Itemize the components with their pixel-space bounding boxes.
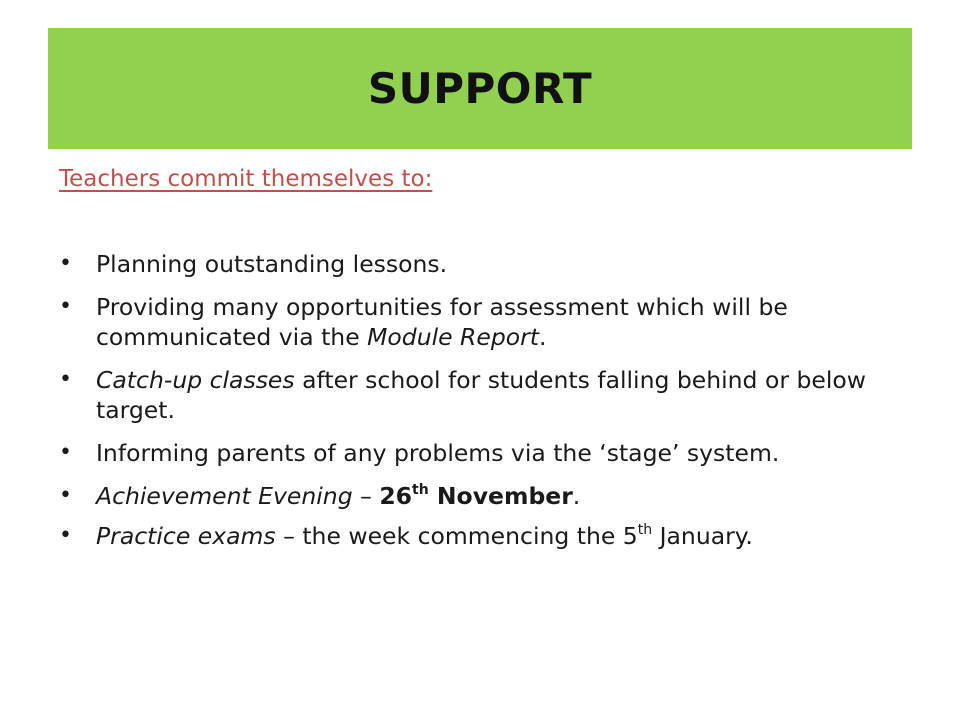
bullet-text-end: . [572, 482, 581, 510]
date-month: November [428, 482, 573, 510]
practice-exams-term: Practice exams [96, 522, 276, 550]
module-report-term: Module Report [367, 323, 540, 351]
bullet-icon: • [59, 251, 72, 276]
bullet-item-planning [59, 249, 909, 279]
catch-up-term: Catch-up classes [96, 366, 295, 394]
title-banner [48, 28, 912, 149]
achievement-evening-term: Achievement Evening [96, 482, 353, 510]
date-ordinal: th [637, 522, 653, 538]
bullet-text-end: January. [652, 522, 753, 550]
bullet-item-practice-exams [59, 521, 909, 551]
bullet-icon: • [59, 294, 72, 319]
bullet-text-end: . [539, 323, 547, 351]
bullet-icon: • [59, 523, 72, 548]
bullet-list [59, 249, 909, 564]
bullet-item-catch-up [59, 365, 909, 425]
bullet-text: Providing many opportunities for assessment which will be communicated via the [96, 293, 788, 351]
bullet-item-achievement-evening [59, 481, 909, 511]
bullet-text: Informing parents of any problems via the ‘stage’ system. [96, 439, 780, 467]
bullet-text: – the week commencing the 5 [275, 522, 638, 550]
bullet-text: after school for students falling behind or below target. [96, 366, 866, 424]
bullet-dash: – [352, 482, 380, 510]
bullet-item-informing-parents [59, 438, 909, 468]
bullet-text: Planning outstanding lessons. [96, 250, 448, 278]
date-ordinal: th [412, 482, 429, 498]
slide-subtitle: Teachers commit themselves to: [59, 166, 433, 192]
bullet-icon: • [59, 367, 72, 392]
bullet-item-assessment [59, 292, 909, 352]
slide-title: SUPPORT [367, 64, 593, 113]
bullet-icon: • [59, 483, 72, 508]
bullet-icon: • [59, 440, 72, 465]
date-number: 26 [379, 482, 413, 510]
